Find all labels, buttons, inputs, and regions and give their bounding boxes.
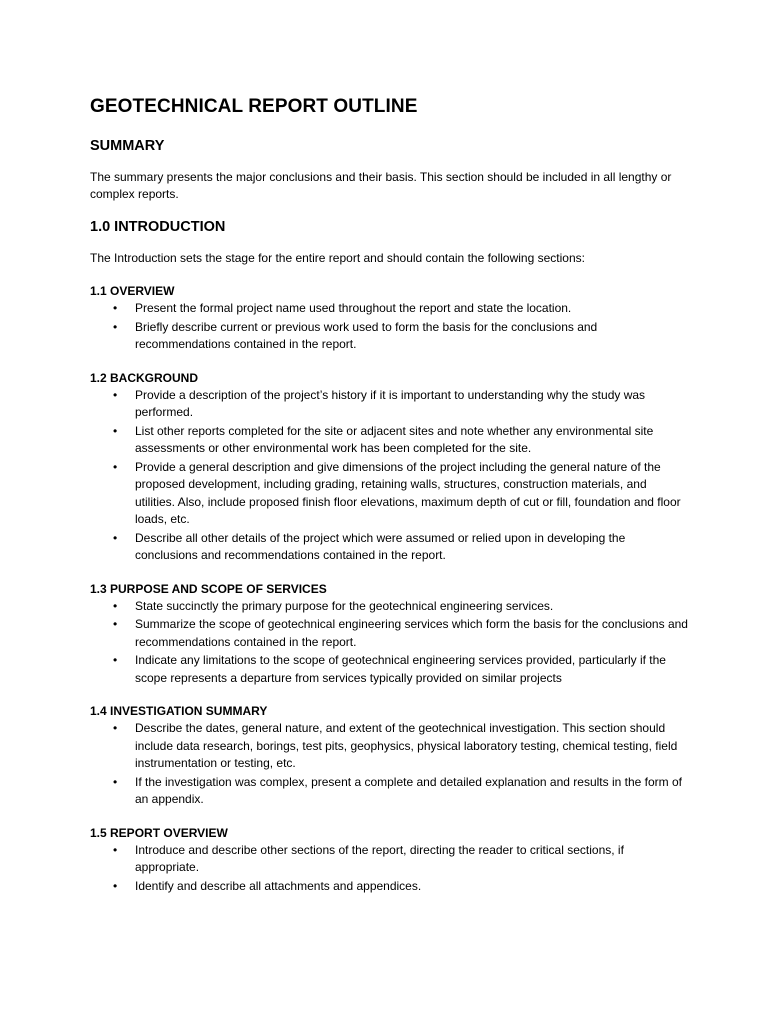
- bullet-icon: •: [113, 459, 118, 474]
- bullet-text: Describe the dates, general nature, and extent of the geotechnical investigation. This section should include data research, borings, test pits, geophysics, physical laboratory testing, chemical testing, field instrumentation or testing, etc.: [135, 721, 678, 770]
- bullet-icon: •: [113, 530, 118, 545]
- bullet-list: [90, 720, 688, 809]
- bullet-item: [90, 842, 688, 877]
- bullet-item: [90, 878, 688, 896]
- bullet-icon: •: [113, 301, 118, 315]
- subsection-heading: 1.3 PURPOSE AND SCOPE OF SERVICES: [90, 581, 327, 596]
- bullet-item: [90, 530, 688, 565]
- bullet-icon: •: [113, 878, 118, 893]
- bullet-icon: •: [113, 423, 118, 438]
- bullet-icon: •: [113, 319, 118, 334]
- bullet-text: Provide a general description and give dimensions of the project including the general nature of the proposed development, including grading, retaining walls, structures, construction materials, and utilities. Also, include proposed finish floor elevations, maximum depth of cut or fill, foundation and floor loads, etc.: [135, 459, 681, 526]
- subsections: [90, 283, 688, 895]
- subsection-heading: 1.5 REPORT OVERVIEW: [90, 825, 228, 840]
- subsection: [90, 825, 688, 896]
- bullet-text: Provide a description of the project’s history if it is important to understanding why the study was performed.: [135, 387, 646, 419]
- bullet-text: Indicate any limitations to the scope of geotechnical engineering services provided, particularly if the scope represents a departure from services typically provided on similar projects: [135, 653, 666, 685]
- bullet-text: Present the formal project name used throughout the report and state the location.: [135, 301, 572, 315]
- bullet-item: [90, 774, 688, 809]
- subsection: [90, 370, 688, 565]
- bullet-item: [90, 616, 688, 651]
- bullet-icon: •: [113, 774, 118, 789]
- bullet-icon: •: [113, 842, 118, 857]
- subsection-heading: 1.2 BACKGROUND: [90, 370, 199, 385]
- bullet-icon: •: [113, 653, 118, 667]
- bullet-item: [90, 652, 688, 687]
- bullet-list: [90, 842, 688, 896]
- document-title: GEOTECHNICAL REPORT OUTLINE: [90, 96, 418, 117]
- bullet-item: [90, 720, 688, 773]
- bullet-text: State succinctly the primary purpose for the geotechnical engineering services.: [135, 598, 554, 613]
- bullet-item: [90, 387, 688, 422]
- bullet-text: Introduce and describe other sections of the report, directing the reader to critical sections, if appropriate.: [135, 842, 624, 874]
- bullet-icon: •: [113, 617, 118, 631]
- bullet-icon: •: [113, 598, 118, 613]
- bullet-list: [90, 300, 688, 354]
- subsection: [90, 581, 688, 688]
- bullet-text: If the investigation was complex, present a complete and detailed explanation and results in the form of an appendix.: [135, 774, 682, 806]
- summary-text: The summary presents the major conclusions and their basis. This section should be included in all lengthy or complex reports.: [90, 170, 672, 201]
- bullet-item: [90, 300, 688, 318]
- bullet-icon: •: [113, 387, 118, 402]
- bullet-list: [90, 598, 688, 688]
- bullet-item: [90, 598, 688, 616]
- subsection-heading: 1.4 INVESTIGATION SUMMARY: [90, 704, 268, 718]
- introduction-heading: 1.0 INTRODUCTION: [90, 219, 226, 235]
- bullet-item: [90, 319, 688, 354]
- bullet-list: [90, 387, 688, 565]
- bullet-text: Briefly describe current or previous work used to form the basis for the conclusions and recommendations contained in the report.: [135, 319, 598, 351]
- bullet-item: [90, 459, 688, 529]
- bullet-text: Summarize the scope of geotechnical engineering services which form the basis for the conclusions and recommendations contained in the report.: [135, 617, 688, 649]
- subsection-heading: 1.1 OVERVIEW: [90, 284, 175, 298]
- subsection: [90, 283, 688, 354]
- bullet-text: Describe all other details of the project which were assumed or relied upon in developing the conclusions and recommendations contained in the report.: [135, 530, 626, 562]
- bullet-text: List other reports completed for the site or adjacent sites and note whether any environmental site assessments or other environmental work has been completed for the site.: [135, 423, 654, 455]
- summary-heading: SUMMARY: [90, 138, 165, 154]
- bullet-icon: •: [113, 721, 118, 735]
- bullet-item: [90, 423, 688, 458]
- introduction-text: The Introduction sets the stage for the entire report and should contain the following sections:: [90, 251, 585, 265]
- bullet-text: Identify and describe all attachments and appendices.: [135, 878, 422, 893]
- subsection: [90, 703, 688, 809]
